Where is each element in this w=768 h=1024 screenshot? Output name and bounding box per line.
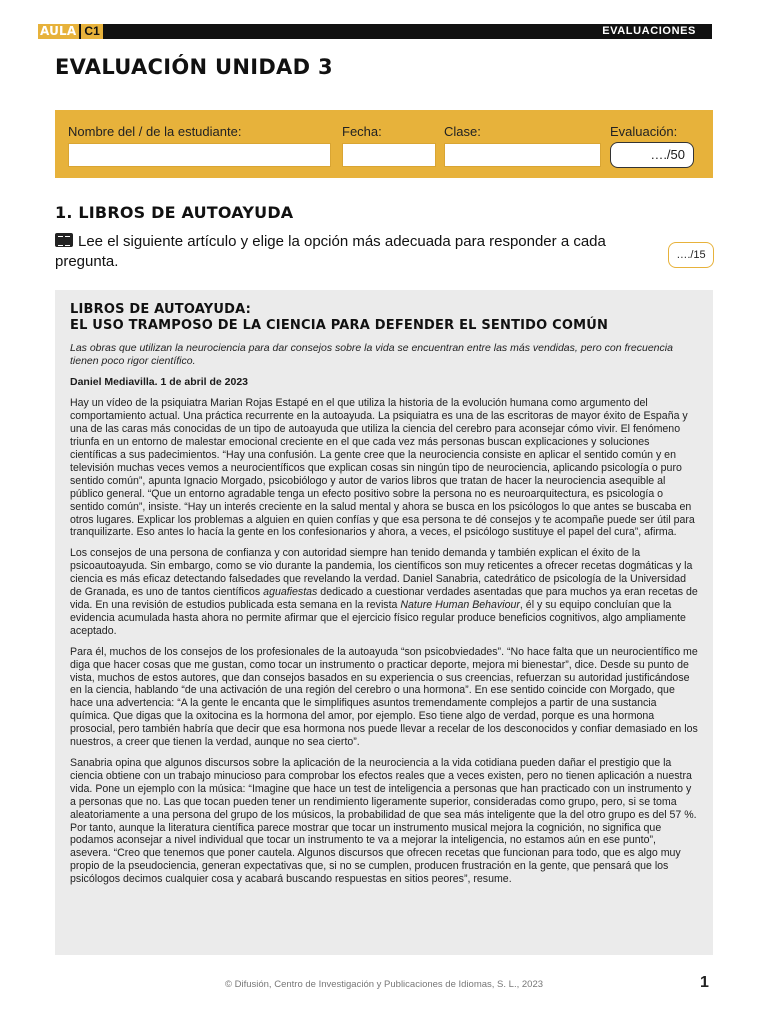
article-paragraph-2 — [70, 547, 699, 637]
section-instruction — [55, 232, 655, 272]
date-field[interactable] — [342, 143, 436, 167]
book-icon — [55, 233, 73, 247]
class-field[interactable] — [444, 143, 601, 167]
section-score-field[interactable]: …./15 — [668, 242, 714, 268]
p2-text-a: Los consejos de una persona de confianza y con autoridad siempre han tenido demanda y también explican el éxito de la psicoautoayuda. Sin embargo, como se vio durante la pandemia, los científicos son muy reticentes a ofrecer recetas dogmáticas y la ciencia es más eficaz detectando falsedades que revelando la verdad. Daniel Sanabria, catedrático de psicología de la Universidad de Granada, es uno de tantos científicos — [70, 547, 693, 599]
footer-copyright: © Difusión, Centro de Investigación y Publicaciones de Idiomas, S. L., 2023 — [224, 979, 544, 990]
aula-logo — [38, 24, 103, 39]
article-paragraph-1: Hay un vídeo de la psiquiatra Marian Rojas Estapé en el que utiliza la historia de la evolución humana como argumento del comportamiento actual. Una práctica recurrente en la autoayuda. La psiquiatra es una de las escritoras de mayor éxito de España y una de las caras más conocidas de un tipo de autoayuda que utiliza la ciencia del cerebro para aconsejar cómo vivir. El fenómeno triunfa en un entorno de malestar emocional creciente en el que cada vez más personas buscan explicaciones y soluciones científicas a sus padecimientos. “Hay una confusión. La gente cree que la neurociencia consiste en aplicar el sentido común y en televisión muchas veces vemos a neurocientíficos que explican cosas sin ningún tipo de neurociencia, aplicando psicología o puro sentido común”, apunta Ignacio Morgado, psicobiólogo y autor de varios libros que tratan de hacer la neurociencia asequible al público general. “Que un entorno agradable tenga un efecto positivo sobre la persona no es neuroarquitectura, es psicología o sentido común”, insiste. “Hay un interés creciente en la salud mental y ahora se busca en los psicólogos lo que antes se buscaba en otros lugares. Explicar los problemas a alguien en quien confías y que esa persona te dé consejos y te acompañe puede ser útil para tranquilizarte. Eso antes lo hacía la gente en los confesionarios y ahora, a veces, el psicólogo sustituye el papel del cura”, afirma. — [70, 397, 695, 539]
date-label: Fecha: — [342, 124, 382, 139]
section-heading: 1. LIBROS DE AUTOAYUDA — [55, 203, 294, 222]
top-bar — [38, 24, 712, 39]
name-field[interactable] — [68, 143, 331, 167]
article-paragraph-3: Para él, muchos de los consejos de los profesionales de la autoayuda “son psicobviedades”. “No hace falta que un neurocientífico me diga que hacer cosas que me gustan, como tocar un instrumento o practicar deporte, mejora mi bienestar”, dice. Desde su punto de vista, muchos de estos autores, que dan consejos basados en su experiencia o sus creencias, refuerzan su autoridad justificándose en la ciencia, hablando “de una activación de una región del cerebro o una hormona”. En ese sentido coincide con Morgado, que hace una advertencia: “A la gente le encanta que le simplifiques asuntos tremendamente complejos a partir de una sustancia química. Que digas que la oxitocina es la hormona del amor, por ejemplo. Eso tiene algo de verdad, porque es una hormona prosocial, pero también habría que decir que esa hormona nos puede llevar a recelar de los desconocidos y confiar demasiado en los nuestros, a creer que tienen la verdad, aunque no sea cierto”. — [70, 645, 698, 749]
p2-text-c: , él y su equipo concluían que la evidencia acumulada hasta ahora no permite afirmar que el ejercicio físico regular produce beneficios cognitivos, algo ampliamente aceptado. — [70, 599, 686, 637]
page-title: EVALUACIÓN UNIDAD 3 — [55, 55, 333, 79]
instruction-text: Lee el siguiente artículo y elige la opción más adecuada para responder a cada pregunta. — [55, 233, 606, 270]
logo-aula-text: AULA — [38, 24, 79, 39]
page-number: 1 — [700, 974, 709, 991]
evaluation-label: Evaluación: — [610, 124, 678, 139]
student-info-form — [55, 110, 713, 178]
article-title — [70, 302, 699, 334]
p2-emphasis-1: aguafiestas — [263, 586, 318, 599]
article-paragraph-4: Sanabria opina que algunos discursos sobre la aplicación de la neurociencia a la vida cotidiana pueden dañar el prestigio que la ciencia obtiene con un trabajo minucioso para comprobar los efectos reales que a veces existen, pero no tienen aplicación a nuestra vida. Pone un ejemplo con la música: “Imagine que hace un test de inteligencia a personas que han practicado con un instrumento y a personas que no. Las que tocan pueden tener un rendimiento ligeramente superior, consideradas como grupo, pero, si se toma aleatoriamente a una persona del grupo de los músicos, la probabilidad de que sea más inteligente que la del otro grupo es del 57 %. Por tanto, aunque la literatura científica parece mostrar que tocar un instrumento musical mejora la cognición, no significa que podamos aconsejar a nivel individual que tocar un instrumento te va a mejorar la inteligencia, no estamos aún en ese punto”, asevera. “Creo que tenemos que poner cautela. Algunos discursos que ofrecen recetas que funcionan para todo, que es algo muy propio de la pseudociencia, generan expectativas que, si no se cumplen, producen frustración en la gente, que pensará que los psicólogos decimos cualquier cosa y acabará buscando respuestas en sitios peores”, resume. — [70, 756, 697, 886]
article-byline: Daniel Mediavilla. 1 de abril de 2023 — [70, 376, 248, 389]
article-title-line1: LIBROS DE AUTOAYUDA: — [70, 302, 252, 317]
section-tag: EVALUACIONES — [602, 25, 696, 37]
evaluation-score-field[interactable]: …./50 — [610, 142, 694, 168]
logo-level-text: C1 — [81, 24, 102, 39]
article-title-line2: EL USO TRAMPOSO DE LA CIENCIA PARA DEFENDER EL SENTIDO COMÚN — [70, 318, 609, 333]
p2-text-b: dedicado a cuestionar verdades asentadas que para muchos ya eran recetas de vida. En una revisión de estudios publicada esta semana en la revista — [70, 586, 698, 611]
article-subtitle: Las obras que utilizan la neurociencia para dar consejos sobre la vida se encuentran entre las más vendidas, pero con frecuencia tienen poco rigor científico. — [70, 342, 673, 368]
article-box — [55, 290, 713, 955]
class-label: Clase: — [444, 124, 481, 139]
name-label: Nombre del / de la estudiante: — [68, 124, 242, 139]
p2-emphasis-2: Nature Human Behaviour — [400, 599, 520, 611]
